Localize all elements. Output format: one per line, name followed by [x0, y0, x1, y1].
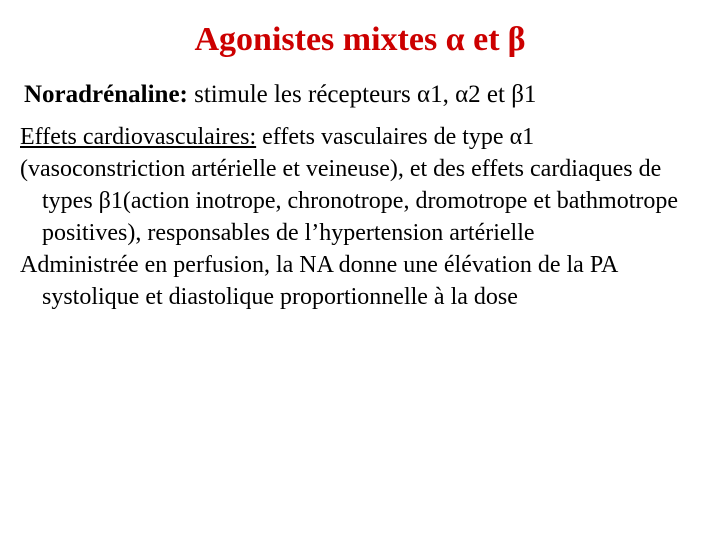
slide-body [20, 122, 700, 313]
slide-title-part-b: β [507, 21, 526, 58]
intro-rest: stimule les récepteurs α1, α2 et β1 [187, 81, 537, 108]
paragraph-effects-detail: (vasoconstriction artérielle et veineuse), et des effets cardiaques de types β1(action inotrope, chronotrope, dromotrope et bathmotrope positives), responsables de l’hypertension artérielle [20, 155, 679, 246]
intro-lead: Noradrénaline: [24, 81, 188, 108]
paragraph-effects-heading [20, 122, 700, 154]
effects-heading: Effets cardiovasculaires: [20, 124, 257, 150]
slide-title-part-a: Agonistes mixtes α et [194, 21, 500, 58]
slide-title [0, 20, 720, 61]
effects-heading-rest: effets vasculaires de type α1 [256, 124, 535, 150]
intro-line [24, 80, 536, 110]
paragraph-perfusion: Administrée en perfusion, la NA donne une élévation de la PA systolique et diastolique proportionnelle à la dose [20, 251, 617, 310]
